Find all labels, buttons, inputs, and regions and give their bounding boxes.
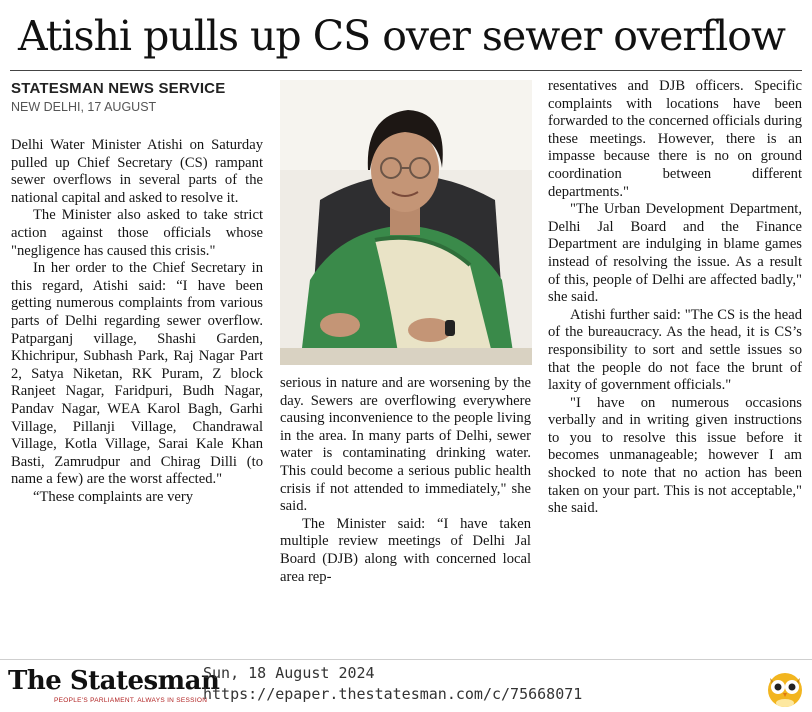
article-column-3 xyxy=(548,78,802,518)
article-url[interactable]: https://epaper.thestatesman.com/c/75668071 xyxy=(203,685,583,703)
paragraph: serious in nature and are worsening by the day. Sewers are overflowing everywhere causing inconvenience to the people living in the area. In many parts of Delhi, sewer water is contaminating drinking water. This could become a serious public health crisis if not attended to immediately," she said. xyxy=(280,375,531,515)
paragraph: "I have on numerous occasions verbally and in writing given instructions to you to resolve this issue before it becomes unmanageable; however I am shocked to note that no action has been taken on your part. This is not acceptable," she said. xyxy=(548,394,802,517)
paragraph: The Minister said: “I have taken multiple review meetings of Delhi Jal Board (DJB) along with concerned local area rep- xyxy=(280,515,531,585)
paragraph: "The Urban Development Department, Delhi Jal Board and the Finance Department are indulging in blame games instead of resolving the issue. As a result of this, people of Delhi are affected badly," she said. xyxy=(548,201,802,306)
headline-rule xyxy=(10,70,802,71)
byline: STATESMAN NEWS SERVICE xyxy=(11,80,226,97)
portrait-illustration xyxy=(280,80,532,365)
portrait-photo xyxy=(280,80,532,365)
paragraph: Atishi further said: "The CS is the head of the bureaucracy. As the head, it is CS’s responsibility to sort and settle issues so that the people do not face the brunt of laxity of government officials." xyxy=(548,306,802,394)
article-column-1 xyxy=(11,137,263,506)
paragraph: The Minister also asked to take strict action against those officials whose "negligence has caused this crisis." xyxy=(11,207,263,259)
paragraph: In her order to the Chief Secretary in this regard, Atishi said: “I have been getting numerous complaints from various parts of Delhi regarding sewer overflow. Patparganj village, Shashi Garden, Khichripur, Subhash Park, Raj Nagar Part 2, Satya Niketan, RK Puram, Z block Ranjeet Nagar, Faridpuri, Budh Nagar, Pandav Nagar, WEA Karol Bagh, Garhi Village, Pillanji Village, Chandrawal Village, Kotla Village, Sarai Kale Khan Basti, Zamrudpur and Chirag Dilli (to name a few) are the worst affected." xyxy=(11,260,263,488)
paragraph: “These complaints are very xyxy=(33,488,194,505)
dateline: NEW DELHI, 17 AUGUST xyxy=(11,100,157,114)
publication-date: Sun, 18 August 2024 xyxy=(203,664,375,682)
article-column-2 xyxy=(280,375,531,586)
paragraph: Delhi Water Minister Atishi on Saturday pulled up Chief Secretary (CS) rampant sewer overflows in several parts of the national capital and asked to resolve it. xyxy=(11,137,263,206)
headline: Atishi pulls up CS over sewer overflow xyxy=(18,12,786,60)
logo-tagline: PEOPLE'S PARLIAMENT. ALWAYS IN SESSION xyxy=(54,697,208,704)
owl-icon xyxy=(764,666,806,708)
epaper-footer xyxy=(0,659,812,712)
statesman-logo[interactable]: The Statesman xyxy=(8,666,220,696)
paragraph: resentatives and DJB officers. Specific complaints with locations have been forwarded to the concerned officials during these meetings. However, there is an impasse because there is no on ground coordination between different departments." xyxy=(548,78,802,200)
